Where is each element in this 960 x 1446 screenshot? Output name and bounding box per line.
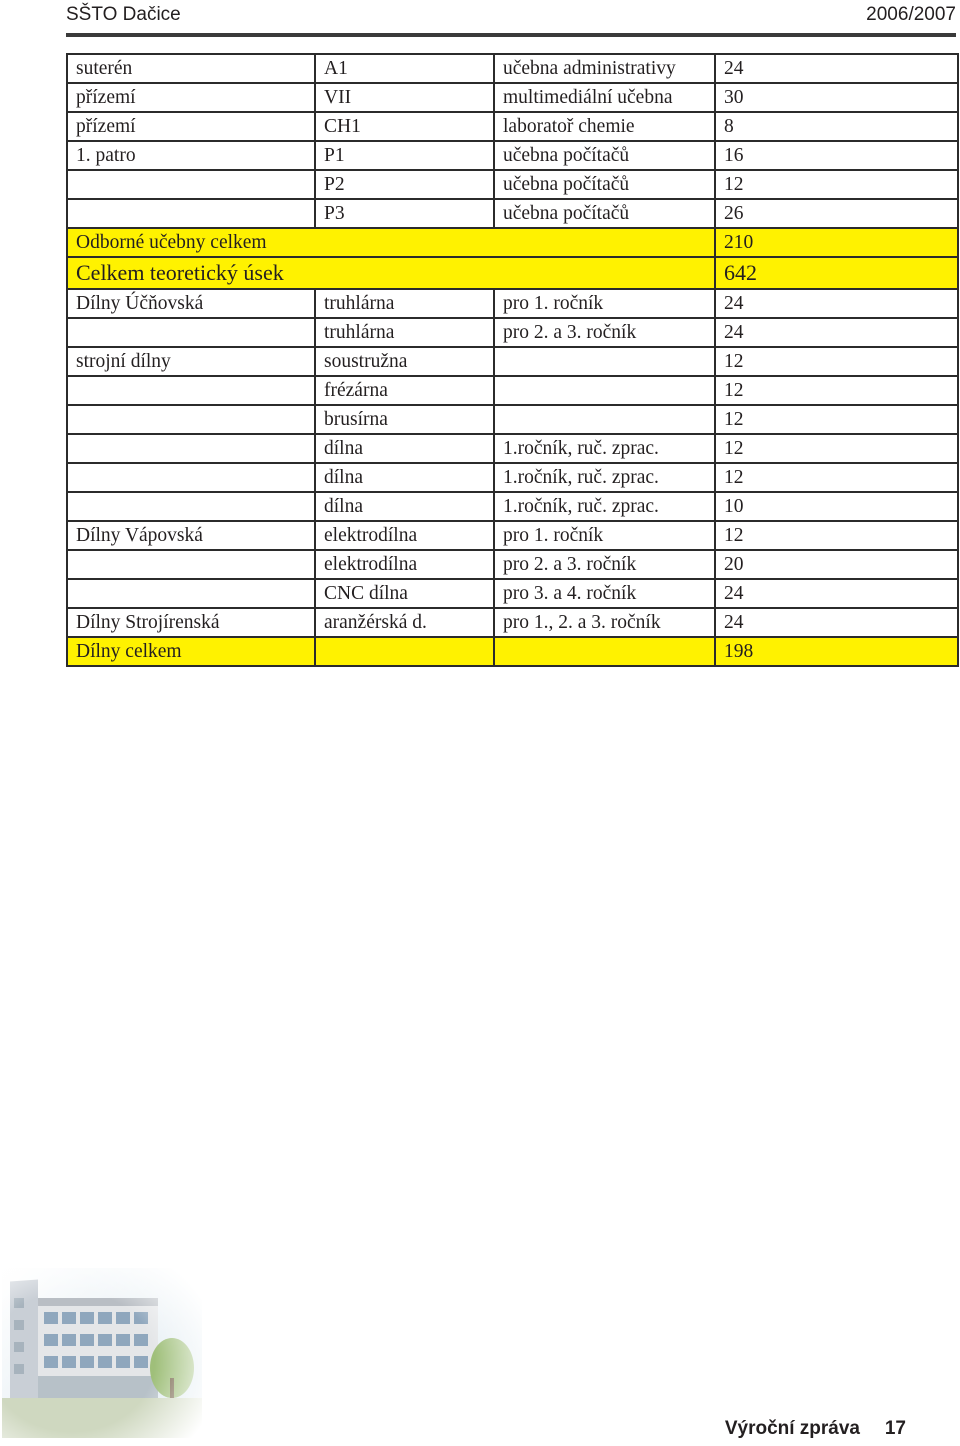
table-row [67, 550, 958, 579]
table-cell [67, 318, 315, 347]
table-row [67, 521, 958, 550]
table-row [67, 83, 958, 112]
table-row [67, 463, 958, 492]
subtotal-label: Odborné učebny celkem [67, 228, 715, 257]
table-cell: 8 [715, 112, 958, 141]
table-row [67, 434, 958, 463]
table-row [67, 289, 958, 318]
table-row [67, 54, 958, 83]
subtotal-value: 210 [715, 228, 958, 257]
table-cell: Dílny Vápovská [67, 521, 315, 550]
table-row [67, 170, 958, 199]
header-school-year: 2006/2007 [866, 4, 956, 25]
table-cell: pro 2. a 3. ročník [494, 318, 715, 347]
table-cell: CH1 [315, 112, 494, 141]
table-cell: 12 [715, 170, 958, 199]
table-cell: A1 [315, 54, 494, 83]
table-cell: 1.ročník, ruč. zprac. [494, 492, 715, 521]
table-row [67, 112, 958, 141]
table-cell: přízemí [67, 112, 315, 141]
table-cell: pro 1. ročník [494, 289, 715, 318]
table-cell: 12 [715, 434, 958, 463]
table-cell: truhlárna [315, 289, 494, 318]
total-label: Celkem teoretický úsek [67, 257, 715, 289]
table-cell: 24 [715, 608, 958, 637]
table-cell: brusírna [315, 405, 494, 434]
table-cell: aranžérská d. [315, 608, 494, 637]
table-cell: 1.ročník, ruč. zprac. [494, 434, 715, 463]
header-rule [66, 33, 956, 37]
table-cell: elektrodílna [315, 521, 494, 550]
table-cell [67, 199, 315, 228]
table-cell: P2 [315, 170, 494, 199]
table-row [67, 608, 958, 637]
table-cell: pro 2. a 3. ročník [494, 550, 715, 579]
table-cell: soustružna [315, 347, 494, 376]
table-cell: 10 [715, 492, 958, 521]
table-cell: pro 1., 2. a 3. ročník [494, 608, 715, 637]
table-cell [494, 376, 715, 405]
table-cell: frézárna [315, 376, 494, 405]
table-cell: 30 [715, 83, 958, 112]
table-cell: dílna [315, 492, 494, 521]
table-cell: přízemí [67, 83, 315, 112]
table-cell: suterén [67, 54, 315, 83]
subtotal-row [67, 228, 958, 257]
table-cell: Dílny Účňovská [67, 289, 315, 318]
table-row [67, 318, 958, 347]
table-cell: 12 [715, 521, 958, 550]
table-cell: 26 [715, 199, 958, 228]
table-cell: 1.ročník, ruč. zprac. [494, 463, 715, 492]
table-cell [67, 376, 315, 405]
table-cell: učebna počítačů [494, 141, 715, 170]
table-cell: 12 [715, 405, 958, 434]
table-cell [67, 492, 315, 521]
total-row [67, 257, 958, 289]
table-cell: učebna počítačů [494, 199, 715, 228]
table-cell: strojní dílny [67, 347, 315, 376]
table-cell: pro 3. a 4. ročník [494, 579, 715, 608]
table-cell [67, 463, 315, 492]
table-cell: učebna administrativy [494, 54, 715, 83]
rooms-table [66, 53, 959, 667]
table-cell: 1. patro [67, 141, 315, 170]
page-number: 17 [884, 1418, 906, 1439]
table-row [67, 579, 958, 608]
table-row [67, 347, 958, 376]
table-cell: 12 [715, 376, 958, 405]
table-cell: Dílny Strojírenská [67, 608, 315, 637]
table-cell: truhlárna [315, 318, 494, 347]
table-cell: P3 [315, 199, 494, 228]
workshop-total-value: 198 [715, 637, 958, 666]
table-cell [315, 637, 494, 666]
table-cell: laboratoř chemie [494, 112, 715, 141]
table-cell [67, 579, 315, 608]
table-cell [494, 637, 715, 666]
table-cell: dílna [315, 463, 494, 492]
table-cell [67, 550, 315, 579]
table-cell [67, 405, 315, 434]
table-row [67, 405, 958, 434]
table-cell [494, 347, 715, 376]
table-cell: 24 [715, 54, 958, 83]
table-cell [494, 405, 715, 434]
table-cell: učebna počítačů [494, 170, 715, 199]
table-cell: VII [315, 83, 494, 112]
table-cell: CNC dílna [315, 579, 494, 608]
workshop-total-label: Dílny celkem [67, 637, 315, 666]
table-cell [67, 170, 315, 199]
header-school-name: SŠTO Dačice [66, 4, 181, 25]
table-cell: multimediální učebna [494, 83, 715, 112]
table-cell: 24 [715, 318, 958, 347]
table-cell [67, 434, 315, 463]
table-cell: 12 [715, 347, 958, 376]
table-row [67, 492, 958, 521]
table-cell: 20 [715, 550, 958, 579]
table-cell: elektrodílna [315, 550, 494, 579]
table-cell: 24 [715, 579, 958, 608]
table-row [67, 199, 958, 228]
table-row [67, 376, 958, 405]
footer-report-title: Výroční zpráva [724, 1418, 860, 1439]
table-cell: pro 1. ročník [494, 521, 715, 550]
table-cell: 16 [715, 141, 958, 170]
table-cell: dílna [315, 434, 494, 463]
workshop-total-row [67, 637, 958, 666]
table-cell: 12 [715, 463, 958, 492]
school-building-photo [2, 1268, 202, 1438]
table-cell: 24 [715, 289, 958, 318]
total-value: 642 [715, 257, 958, 289]
table-row [67, 141, 958, 170]
table-cell: P1 [315, 141, 494, 170]
